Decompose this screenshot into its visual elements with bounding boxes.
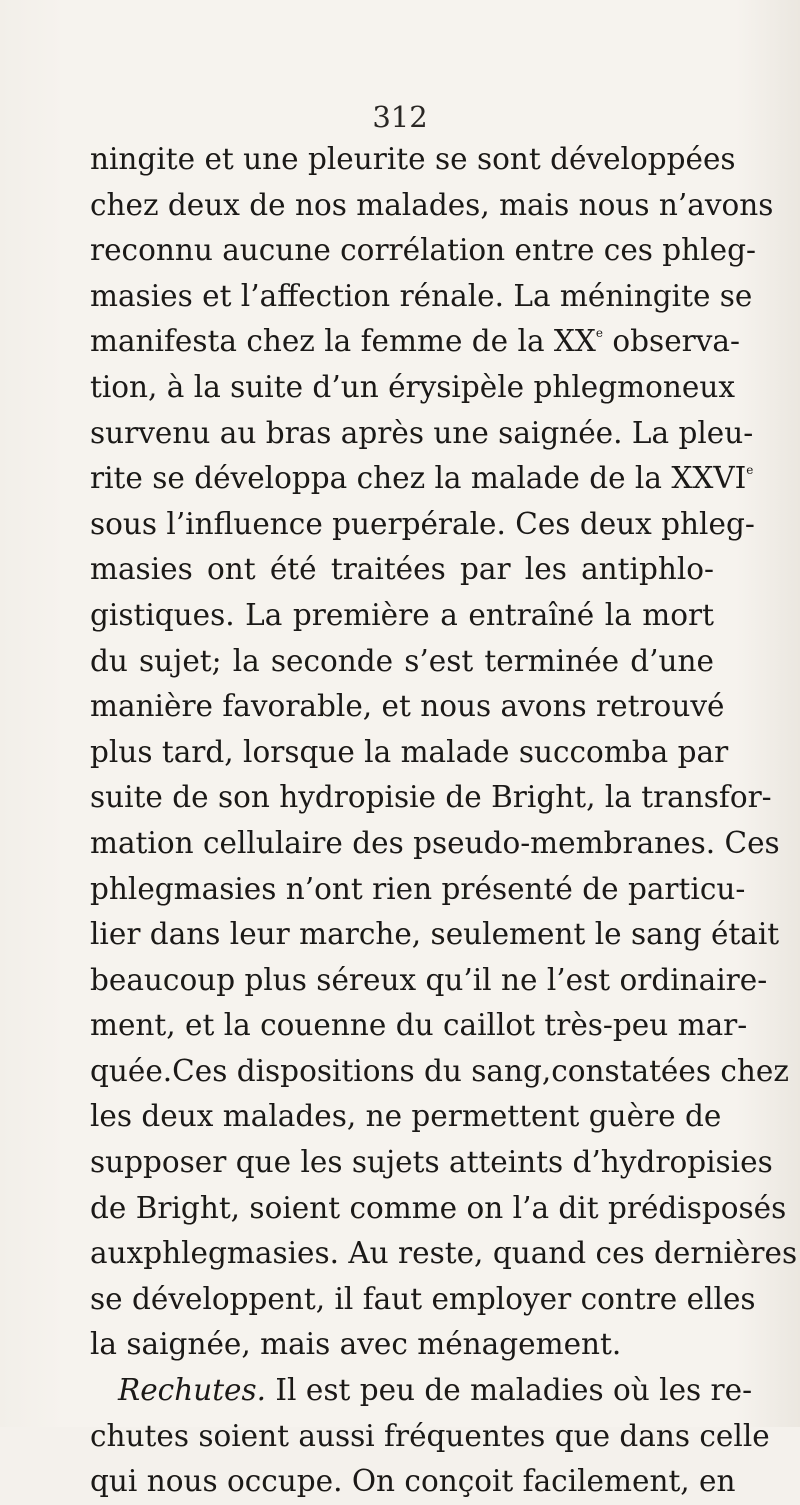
text-line: chutes soient aussi fréquentes que dans celle bbox=[90, 1418, 770, 1453]
text-fragment: rite se développa chez la malade de la XXVI bbox=[90, 461, 747, 496]
text-line: lier dans leur marche, seulement le sang était bbox=[90, 917, 780, 952]
text-line: de Bright, soient comme on l’a dit prédisposés bbox=[90, 1190, 787, 1225]
text-fragment: observa- bbox=[603, 324, 740, 359]
text-line: du sujet; la seconde s’est terminée d’une bbox=[90, 643, 714, 678]
text-line: reconnu aucune corrélation entre ces phleg- bbox=[90, 233, 756, 268]
text-fragment: manifesta chez la femme de la XX bbox=[90, 324, 596, 359]
text-line: ningite et une pleurite se sont développées bbox=[90, 142, 736, 176]
text-line: plus tard, lorsque la malade succomba par bbox=[90, 734, 729, 769]
text-fragment: Il est peu de maladies où les re- bbox=[266, 1373, 753, 1408]
text-line: survenu au bras après une saignée. La pleu- bbox=[90, 415, 754, 450]
text-line: sous l’influence puerpérale. Ces deux phleg- bbox=[90, 506, 755, 541]
text-line: la saignée, mais avec ménagement. bbox=[90, 1327, 622, 1362]
text-line: supposer que les sujets atteints d’hydropisies bbox=[90, 1145, 773, 1180]
text-line: auxphlegmasies. Au reste, quand ces dernières bbox=[90, 1236, 798, 1271]
text-line: les deux malades, ne permettent guère de bbox=[90, 1099, 722, 1134]
body-text bbox=[90, 137, 798, 1505]
text-line: masies et l’affection rénale. La méningite se bbox=[90, 278, 753, 313]
text-line: suite de son hydropisie de Bright, la transfor- bbox=[90, 780, 772, 815]
text-line: tion, à la suite d’un érysipèle phlegmoneux bbox=[90, 369, 735, 404]
superscript: e bbox=[746, 463, 754, 478]
superscript: e bbox=[595, 326, 604, 341]
text-line bbox=[90, 1368, 753, 1414]
text-line: ment, et la couenne du caillot très-peu mar- bbox=[90, 1008, 748, 1043]
text-line: chez deux de nos malades, mais nous n’avons bbox=[90, 187, 774, 222]
text-line: manière favorable, et nous avons retrouvé bbox=[90, 689, 725, 724]
text-line: quée.Ces dispositions du sang,constatées chez bbox=[90, 1053, 789, 1088]
text-line bbox=[90, 456, 754, 502]
text-line: mation cellulaire des pseudo-membranes. Ces bbox=[90, 825, 780, 860]
text-line: beaucoup plus séreux qu’il ne l’est ordinaire- bbox=[90, 962, 768, 997]
text-line: gistiques. La première a entraîné la mort bbox=[90, 597, 714, 632]
section-runin-heading: Rechutes. bbox=[118, 1373, 267, 1408]
text-line: phlegmasies n’ont rien présenté de particu- bbox=[90, 871, 746, 906]
text-line: se développent, il faut employer contre elles bbox=[90, 1281, 756, 1316]
page-number: 312 bbox=[372, 100, 428, 134]
text-line: qui nous occupe. On conçoit facilement, en bbox=[90, 1464, 736, 1499]
text-line: masies ont été traitées par les antiphlo- bbox=[90, 552, 714, 587]
text-line bbox=[90, 319, 740, 365]
